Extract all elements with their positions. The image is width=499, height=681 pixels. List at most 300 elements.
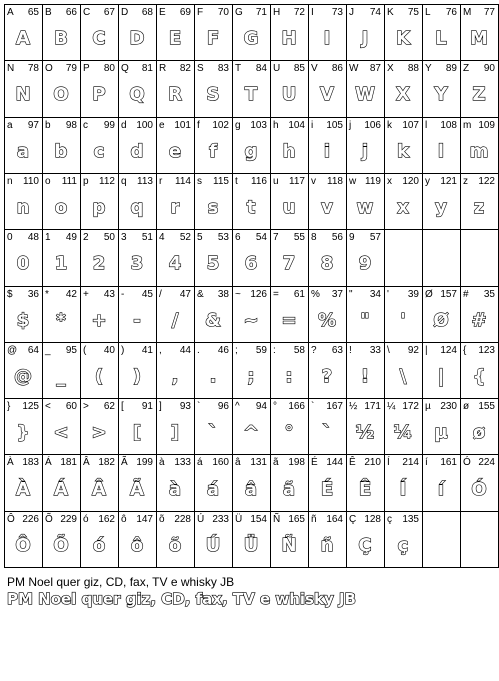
glyph-char-label: Á — [45, 457, 52, 469]
glyph-code: 161 — [440, 457, 457, 469]
glyph-label — [273, 514, 305, 526]
glyph-cell — [270, 398, 308, 454]
glyph-char-label: D — [121, 7, 129, 18]
glyph-cell — [308, 229, 346, 285]
glyph-code: 210 — [364, 457, 381, 469]
glyph-label — [7, 289, 39, 301]
glyph-sample: E — [168, 28, 182, 50]
glyph-cell — [232, 117, 270, 173]
glyph-cell — [270, 511, 308, 567]
glyph-cell — [42, 229, 80, 285]
glyph-char-label: Z — [463, 63, 470, 75]
glyph-cell — [346, 117, 384, 173]
glyph-label — [121, 457, 153, 469]
glyph-code: 41 — [141, 344, 153, 356]
glyph-label — [45, 457, 77, 469]
glyph-label — [83, 401, 115, 413]
glyph-code: 128 — [364, 513, 381, 525]
glyph-cell — [308, 342, 346, 398]
glyph-label — [349, 63, 381, 75]
glyph-code: 155 — [478, 401, 495, 413]
glyph-cell — [4, 4, 42, 60]
glyph-char-label: A — [7, 7, 14, 18]
glyph-code: 34 — [369, 288, 381, 300]
glyph-sample: S — [206, 84, 220, 106]
glyph-code: 96 — [217, 401, 229, 413]
glyph-code: 183 — [22, 457, 39, 469]
glyph-sample: G — [243, 28, 259, 50]
glyph-char-label: í — [425, 457, 428, 469]
glyph-cell — [270, 60, 308, 116]
glyph-code: 65 — [27, 7, 39, 18]
glyph-code: 85 — [293, 63, 305, 75]
glyph-char-label: X — [387, 63, 394, 75]
glyph-cell — [232, 4, 270, 60]
glyph-cell — [460, 117, 498, 173]
glyph-label — [273, 63, 305, 75]
glyph-label — [197, 7, 229, 19]
glyph-char-label: 3 — [121, 232, 127, 244]
glyph-char-label: 8 — [311, 232, 317, 244]
glyph-label — [349, 289, 381, 301]
glyph-sample: " — [360, 309, 370, 331]
glyph-cell — [4, 511, 42, 567]
glyph-code: 55 — [293, 232, 305, 244]
glyph-code: 45 — [141, 288, 153, 300]
glyph-sample: x — [397, 197, 409, 219]
glyph-cell — [156, 454, 194, 510]
glyph-sample: I — [323, 28, 331, 50]
glyph-cell — [346, 60, 384, 116]
grid-line-vertical — [118, 4, 119, 568]
glyph-cell — [194, 511, 232, 567]
glyph-cell — [4, 454, 42, 510]
glyph-cell — [270, 229, 308, 285]
glyph-cell — [270, 342, 308, 398]
glyph-cell — [118, 173, 156, 229]
glyph-cell — [232, 173, 270, 229]
glyph-sample: j — [361, 140, 369, 162]
glyph-code: 38 — [217, 288, 229, 300]
glyph-sample: B — [54, 28, 68, 50]
glyph-label — [83, 457, 115, 469]
glyph-code: 48 — [27, 232, 39, 244]
glyph-sample: Ã — [130, 478, 144, 500]
glyph-char-label: p — [83, 175, 89, 187]
glyph-char-label: J — [349, 7, 354, 18]
glyph-label — [311, 457, 343, 469]
glyph-sample: u — [282, 197, 296, 219]
glyph-code: 46 — [217, 344, 229, 356]
glyph-sample: m — [469, 140, 489, 162]
glyph-sample: r — [170, 197, 180, 219]
glyph-char-label: ñ — [311, 513, 317, 525]
glyph-label — [387, 63, 419, 75]
glyph-label — [45, 120, 77, 132]
glyph-cell — [346, 4, 384, 60]
glyph-cell — [346, 342, 384, 398]
glyph-char-label: _ — [45, 344, 51, 356]
glyph-cell — [270, 117, 308, 173]
glyph-sample: ^ — [243, 422, 259, 444]
glyph-label — [235, 514, 267, 526]
glyph-label — [7, 514, 39, 526]
glyph-label — [425, 120, 457, 132]
glyph-label — [273, 345, 305, 357]
glyph-label — [387, 514, 419, 526]
glyph-label — [7, 63, 39, 75]
glyph-cell — [80, 60, 118, 116]
glyph-label — [273, 120, 305, 132]
glyph-cell — [194, 4, 232, 60]
glyph-label — [7, 457, 39, 469]
glyph-cell — [80, 342, 118, 398]
glyph-code: 67 — [103, 7, 115, 18]
grid-line-vertical — [42, 4, 43, 568]
glyph-sample: ? — [321, 365, 333, 387]
glyph-char-label: | — [425, 344, 428, 356]
glyph-sample: 6 — [244, 253, 258, 275]
glyph-char-label: Ñ — [273, 513, 281, 525]
glyph-label — [425, 63, 457, 75]
glyph-sample: 9 — [358, 253, 372, 275]
glyph-cell — [346, 286, 384, 342]
glyph-code: 98 — [65, 119, 77, 131]
glyph-sample: o — [54, 197, 68, 219]
glyph-char-label: G — [235, 7, 243, 18]
glyph-sample: à — [168, 478, 182, 500]
glyph-cell — [384, 173, 422, 229]
glyph-cell — [80, 454, 118, 510]
glyph-code: 54 — [255, 232, 267, 244]
glyph-char-label: ; — [235, 344, 238, 356]
glyph-label — [159, 345, 191, 357]
glyph-label — [311, 63, 343, 75]
glyph-cell — [194, 117, 232, 173]
glyph-code: 83 — [217, 63, 229, 75]
glyph-cell — [156, 398, 194, 454]
glyph-code: 199 — [136, 457, 153, 469]
glyph-cell — [118, 60, 156, 116]
glyph-sample: Â — [92, 478, 106, 500]
glyph-char-label: " — [349, 288, 353, 300]
glyph-sample: n — [16, 197, 30, 219]
glyph-code: 147 — [136, 513, 153, 525]
glyph-sample: Í — [399, 478, 407, 500]
glyph-sample: z — [473, 197, 485, 219]
glyph-char-label: : — [273, 344, 276, 356]
glyph-sample: = — [281, 309, 297, 331]
glyph-code: 63 — [331, 344, 343, 356]
glyph-char-label: ¼ — [387, 401, 396, 413]
glyph-cell — [422, 117, 460, 173]
glyph-code: 84 — [255, 63, 267, 75]
glyph-cell — [460, 454, 498, 510]
glyph-cell — [384, 454, 422, 510]
glyph-label — [45, 232, 77, 244]
glyph-char-label: ) — [121, 344, 125, 356]
glyph-label — [387, 7, 419, 19]
glyph-label — [197, 120, 229, 132]
glyph-char-label: Ó — [463, 457, 471, 469]
glyph-code: 108 — [440, 119, 457, 131]
glyph-code: 172 — [402, 401, 419, 413]
glyph-label — [273, 7, 305, 19]
grid-line-horizontal — [4, 173, 499, 174]
glyph-code: 162 — [98, 513, 115, 525]
glyph-sample: R — [168, 84, 182, 106]
glyph-sample: t — [246, 197, 256, 219]
glyph-char-label: 4 — [159, 232, 165, 244]
glyph-sample: ` — [208, 422, 218, 444]
glyph-char-label: K — [387, 7, 394, 18]
grid-line-horizontal — [4, 117, 499, 118]
glyph-cell — [384, 511, 422, 567]
glyph-char-label: ' — [387, 288, 389, 300]
glyph-cell — [308, 286, 346, 342]
grid-line-horizontal — [4, 229, 499, 230]
glyph-code: 120 — [402, 175, 419, 187]
glyph-cell — [384, 398, 422, 454]
glyph-code: 112 — [99, 175, 115, 187]
glyph-code: 86 — [331, 63, 343, 75]
glyph-cell — [308, 454, 346, 510]
glyph-char-label: g — [235, 119, 241, 131]
glyph-sample: C — [92, 28, 106, 50]
glyph-cell — [118, 286, 156, 342]
glyph-char-label: Ú — [197, 513, 205, 525]
glyph-char-label: = — [273, 288, 279, 300]
glyph-sample: V — [320, 84, 334, 106]
glyph-label — [45, 63, 77, 75]
glyph-char-label: À — [7, 457, 14, 469]
glyph-sample: ñ — [320, 534, 334, 556]
glyph-char-label: - — [121, 288, 125, 300]
glyph-label — [45, 7, 77, 19]
glyph-cell — [80, 286, 118, 342]
glyph-label — [463, 7, 495, 19]
glyph-code: 90 — [483, 63, 495, 75]
glyph-code: 103 — [250, 119, 267, 131]
glyph-cell — [156, 117, 194, 173]
glyph-char-label: ` — [311, 401, 315, 413]
glyph-sample: - — [133, 309, 141, 331]
glyph-char-label: 2 — [83, 232, 89, 244]
grid-line-horizontal — [4, 342, 499, 343]
glyph-sample: F — [206, 28, 220, 50]
glyph-code: 104 — [288, 119, 305, 131]
glyph-char-label: 7 — [273, 232, 279, 244]
glyph-label — [463, 289, 495, 301]
glyph-char-label: } — [7, 401, 11, 413]
glyph-char-label: Ü — [235, 513, 243, 525]
glyph-cell — [118, 511, 156, 567]
glyph-char-label: n — [7, 175, 13, 187]
glyph-code: 70 — [217, 7, 229, 18]
glyph-sample: P — [92, 84, 106, 106]
glyph-char-label: à — [159, 457, 165, 469]
glyph-label — [197, 63, 229, 75]
glyph-label — [159, 401, 191, 413]
glyph-label — [425, 401, 457, 413]
glyph-code: 64 — [27, 344, 39, 356]
glyph-code: 52 — [179, 232, 191, 244]
glyph-code: 57 — [369, 232, 381, 244]
glyph-char-label: ? — [311, 344, 317, 356]
glyph-sample: ô — [130, 534, 144, 556]
glyph-code: 119 — [365, 175, 381, 187]
glyph-char-label: I — [311, 7, 314, 18]
glyph-char-label: É — [311, 457, 318, 469]
glyph-label — [425, 345, 457, 357]
glyph-char-label: ç — [387, 513, 392, 525]
glyph-code: 79 — [65, 63, 77, 75]
glyph-label — [311, 345, 343, 357]
glyph-sample: Q — [129, 84, 145, 106]
glyph-sample: $ — [16, 309, 30, 331]
glyph-code: 198 — [288, 457, 305, 469]
glyph-label — [83, 289, 115, 301]
glyph-code: 118 — [327, 175, 343, 187]
glyph-char-label: H — [273, 7, 281, 18]
glyph-cell — [42, 173, 80, 229]
glyph-sample: À — [16, 478, 30, 500]
glyph-cell — [80, 173, 118, 229]
glyph-cell — [80, 117, 118, 173]
glyph-code: 122 — [478, 175, 495, 187]
glyph-sample: \ — [399, 365, 407, 387]
glyph-cell — [270, 286, 308, 342]
glyph-cell — [118, 4, 156, 60]
glyph-label — [45, 345, 77, 357]
glyph-code: 81 — [141, 63, 153, 75]
glyph-char-label: # — [463, 288, 469, 300]
glyph-sample: > — [91, 422, 107, 444]
glyph-sample: ½ — [355, 422, 375, 444]
glyph-code: 50 — [103, 232, 115, 244]
glyph-code: 40 — [103, 344, 115, 356]
glyph-label — [83, 345, 115, 357]
glyph-label — [7, 345, 39, 357]
glyph-code: 43 — [103, 288, 115, 300]
glyph-cell — [42, 117, 80, 173]
glyph-cell — [118, 117, 156, 173]
glyph-char-label: { — [463, 344, 467, 356]
glyph-cell — [308, 398, 346, 454]
glyph-char-label: Q — [121, 63, 129, 75]
glyph-sample: Y — [434, 84, 448, 106]
glyph-code: 164 — [326, 513, 343, 525]
glyph-sample: d — [130, 140, 144, 162]
glyph-code: 160 — [212, 457, 229, 469]
glyph-label — [425, 176, 457, 188]
glyph-cell — [118, 454, 156, 510]
glyph-char-label: h — [273, 119, 279, 131]
glyph-label — [45, 514, 77, 526]
glyph-label — [197, 232, 229, 244]
glyph-label — [159, 232, 191, 244]
glyph-sample: ' — [400, 309, 406, 331]
glyph-cell — [42, 4, 80, 60]
glyph-code: 59 — [255, 344, 267, 356]
glyph-cell — [384, 117, 422, 173]
glyph-char-label: ó — [83, 513, 89, 525]
glyph-code: 111 — [61, 175, 77, 187]
glyph-cell — [156, 511, 194, 567]
glyph-label — [235, 176, 267, 188]
glyph-label — [463, 176, 495, 188]
glyph-sample: Ø — [433, 309, 449, 331]
glyph-char-label: s — [197, 175, 202, 187]
glyph-label — [311, 120, 343, 132]
glyph-label — [235, 232, 267, 244]
glyph-sample: b — [54, 140, 68, 162]
glyph-sample: y — [435, 197, 447, 219]
glyph-label — [349, 345, 381, 357]
glyph-label — [463, 345, 495, 357]
glyph-sample: Ê — [358, 478, 372, 500]
glyph-code: 102 — [212, 119, 229, 131]
glyph-label — [159, 63, 191, 75]
glyph-sample: ~ — [243, 309, 259, 331]
glyph-code: 114 — [175, 175, 191, 187]
glyph-label — [159, 289, 191, 301]
glyph-cell — [156, 4, 194, 60]
glyph-code: 91 — [141, 401, 153, 413]
glyph-code: 107 — [402, 119, 419, 131]
glyph-label — [121, 63, 153, 75]
glyph-cell — [4, 398, 42, 454]
glyph-label — [349, 401, 381, 413]
glyph-label — [235, 401, 267, 413]
glyph-label — [159, 176, 191, 188]
glyph-char-label: , — [159, 344, 162, 356]
glyph-cell — [194, 286, 232, 342]
glyph-char-label: q — [121, 175, 127, 187]
glyph-code: 61 — [293, 288, 305, 300]
glyph-code: 135 — [402, 513, 419, 525]
glyph-code: 66 — [65, 7, 77, 18]
glyph-char-label: b — [45, 119, 51, 131]
glyph-sample: | — [437, 365, 445, 387]
glyph-cell — [156, 60, 194, 116]
glyph-label — [235, 63, 267, 75]
glyph-label — [425, 457, 457, 469]
glyph-char-label: S — [197, 63, 204, 75]
glyph-code: 56 — [331, 232, 343, 244]
glyph-char-label: F — [197, 7, 204, 18]
glyph-cell — [422, 173, 460, 229]
glyph-code: 167 — [326, 401, 343, 413]
glyph-char-label: Â — [83, 457, 90, 469]
glyph-sample: N — [15, 84, 31, 106]
glyph-label — [197, 176, 229, 188]
glyph-sample: Ó — [471, 478, 487, 500]
grid-line-horizontal — [4, 454, 499, 455]
glyph-cell — [384, 342, 422, 398]
glyph-char-label: V — [311, 63, 318, 75]
glyph-sample: @ — [14, 365, 32, 387]
glyph-sample: [ — [132, 422, 142, 444]
glyph-code: 157 — [440, 288, 457, 300]
glyph-cell — [194, 60, 232, 116]
glyph-code: 53 — [217, 232, 229, 244]
glyph-char-label: @ — [7, 344, 18, 356]
glyph-sample: 2 — [92, 253, 106, 275]
glyph-sample: q — [130, 197, 144, 219]
glyph-cell — [346, 511, 384, 567]
glyph-sample: . — [209, 365, 217, 387]
